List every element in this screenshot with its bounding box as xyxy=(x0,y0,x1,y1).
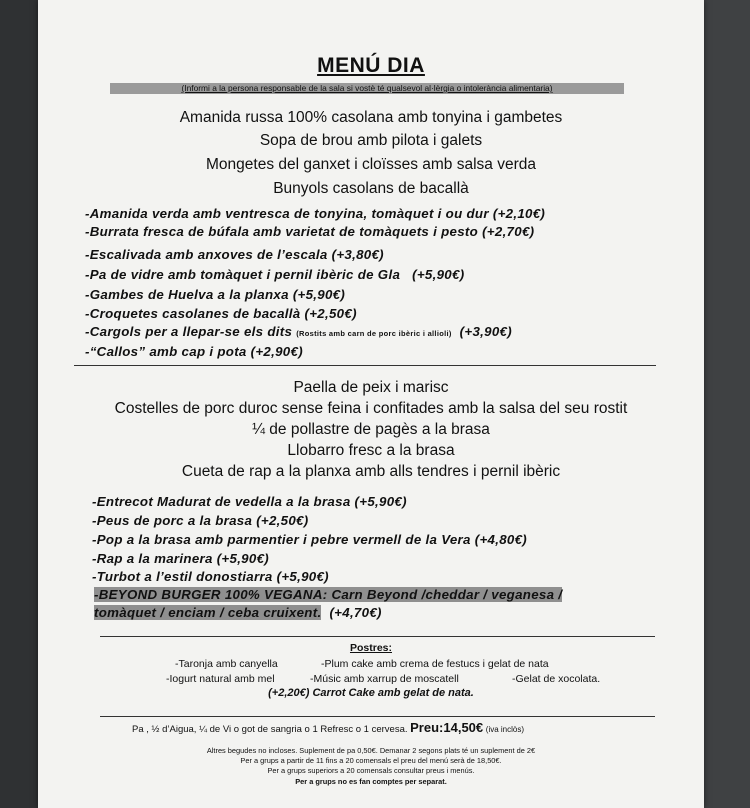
second-course-4: Llobarro fresc a la brasa xyxy=(287,442,455,459)
menu-paper xyxy=(38,0,704,808)
first-supplement-2: -Burrata fresca de búfala amb varietat de tomàquets i pesto (+2,70€) xyxy=(85,224,535,239)
first-supplement-4: -Pa de vidre amb tomàquet i pernil ibèric de Gla (+5,90€) xyxy=(85,267,465,282)
menu-title: MENÚ DIA xyxy=(317,54,425,77)
second-course-3: ¼ de pollastre de pagès a la brasa xyxy=(252,421,490,438)
footnote-3: Per a grups superiors a 20 comensals consultar preus i menús. xyxy=(267,766,475,775)
divider-2 xyxy=(100,636,655,637)
vat-note: (iva inclòs) xyxy=(485,725,525,734)
first-supplement-6: -Croquetes casolanes de bacallà (+2,50€) xyxy=(85,306,357,321)
second-supplement-2: -Peus de porc a la brasa (+2,50€) xyxy=(92,513,309,528)
beyond-burger-line-1: -BEYOND BURGER 100% VEGANA: Carn Beyond /cheddar / veganesa / xyxy=(94,587,563,602)
second-course-2: Costelles de porc duroc sense feina i confitades amb la salsa del seu rostit xyxy=(114,400,628,417)
dessert-carrot-cake: (+2,20€) Carrot Cake amb gelat de nata. xyxy=(268,687,474,699)
menu-includes: Pa , ½ d’Aigua, ¼ de Vi o got de sangria o 1 Refresc o 1 cervesa. Preu:14,50€ (iva inclòs) xyxy=(132,720,525,735)
footnote-2: Per a grups a partir de 11 fins a 20 comensals el preu del menú serà de 18,50€. xyxy=(240,756,502,765)
first-course-3: Mongetes del ganxet i cloïsses amb salsa verda xyxy=(206,156,536,173)
second-supplement-3: -Pop a la brasa amb parmentier i pebre vermell de la Vera (+4,80€) xyxy=(92,532,528,547)
first-supplement-5: -Gambes de Huelva a la planxa (+5,90€) xyxy=(85,287,346,302)
dessert-chocolate: -Gelat de xocolata. xyxy=(512,673,601,685)
second-course-1: Paella de peix i marisc xyxy=(293,379,449,396)
divider-3 xyxy=(100,716,655,717)
dessert-plum-cake: -Plum cake amb crema de festucs i gelat de nata xyxy=(321,658,549,670)
first-supplement-3: -Escalivada amb anxoves de l’escala (+3,80€) xyxy=(85,247,384,262)
dessert-orange: -Taronja amb canyella xyxy=(175,658,278,670)
menu-price: Preu:14,50€ xyxy=(410,720,484,735)
first-course-2: Sopa de brou amb pilota i galets xyxy=(259,132,483,149)
second-supplement-4: -Rap a la marinera (+5,90€) xyxy=(92,551,269,566)
dessert-music: -Músic amb xarrup de moscatell xyxy=(310,673,459,685)
desserts-heading: Postres: xyxy=(349,642,392,654)
dessert-yogurt: -Iogurt natural amb mel xyxy=(166,673,275,685)
first-course-4: Bunyols casolans de bacallà xyxy=(273,180,469,197)
second-course-5: Cueta de rap a la planxa amb alls tendres i pernil ibèric xyxy=(181,463,561,480)
beyond-burger-line-2: tomàquet / enciam / ceba cruixent. (+4,70€) xyxy=(94,605,382,620)
first-course-1: Amanida russa 100% casolana amb tonyina i gambetes xyxy=(179,109,563,126)
second-supplement-5: -Turbot a l’estil donostiarra (+5,90€) xyxy=(92,569,329,584)
divider-1 xyxy=(74,365,656,366)
footnote-groups: Per a grups no es fan comptes per separat. xyxy=(295,777,447,786)
allergy-notice: (Informi a la persona responsable de la sala si vostè té qualsevol al·lèrgia o intolerància alimentaria) xyxy=(110,83,624,94)
second-supplement-1: -Entrecot Madurat de vedella a la brasa (+5,90€) xyxy=(92,494,407,509)
first-supplement-1: -Amanida verda amb ventresca de tonyina, tomàquet i ou dur (+2,10€) xyxy=(85,206,546,221)
first-supplement-7: -Cargols per a llepar-se els dits (Rostits amb carn de porc ibèric i allioli) (+3,90€) xyxy=(85,324,512,339)
footnote-1: Altres begudes no incloses. Suplement de pa 0,50€. Demanar 2 segons plats té un suplement de 2€ xyxy=(206,746,536,755)
first-supplement-8: -“Callos” amb cap i pota (+2,90€) xyxy=(85,344,303,359)
